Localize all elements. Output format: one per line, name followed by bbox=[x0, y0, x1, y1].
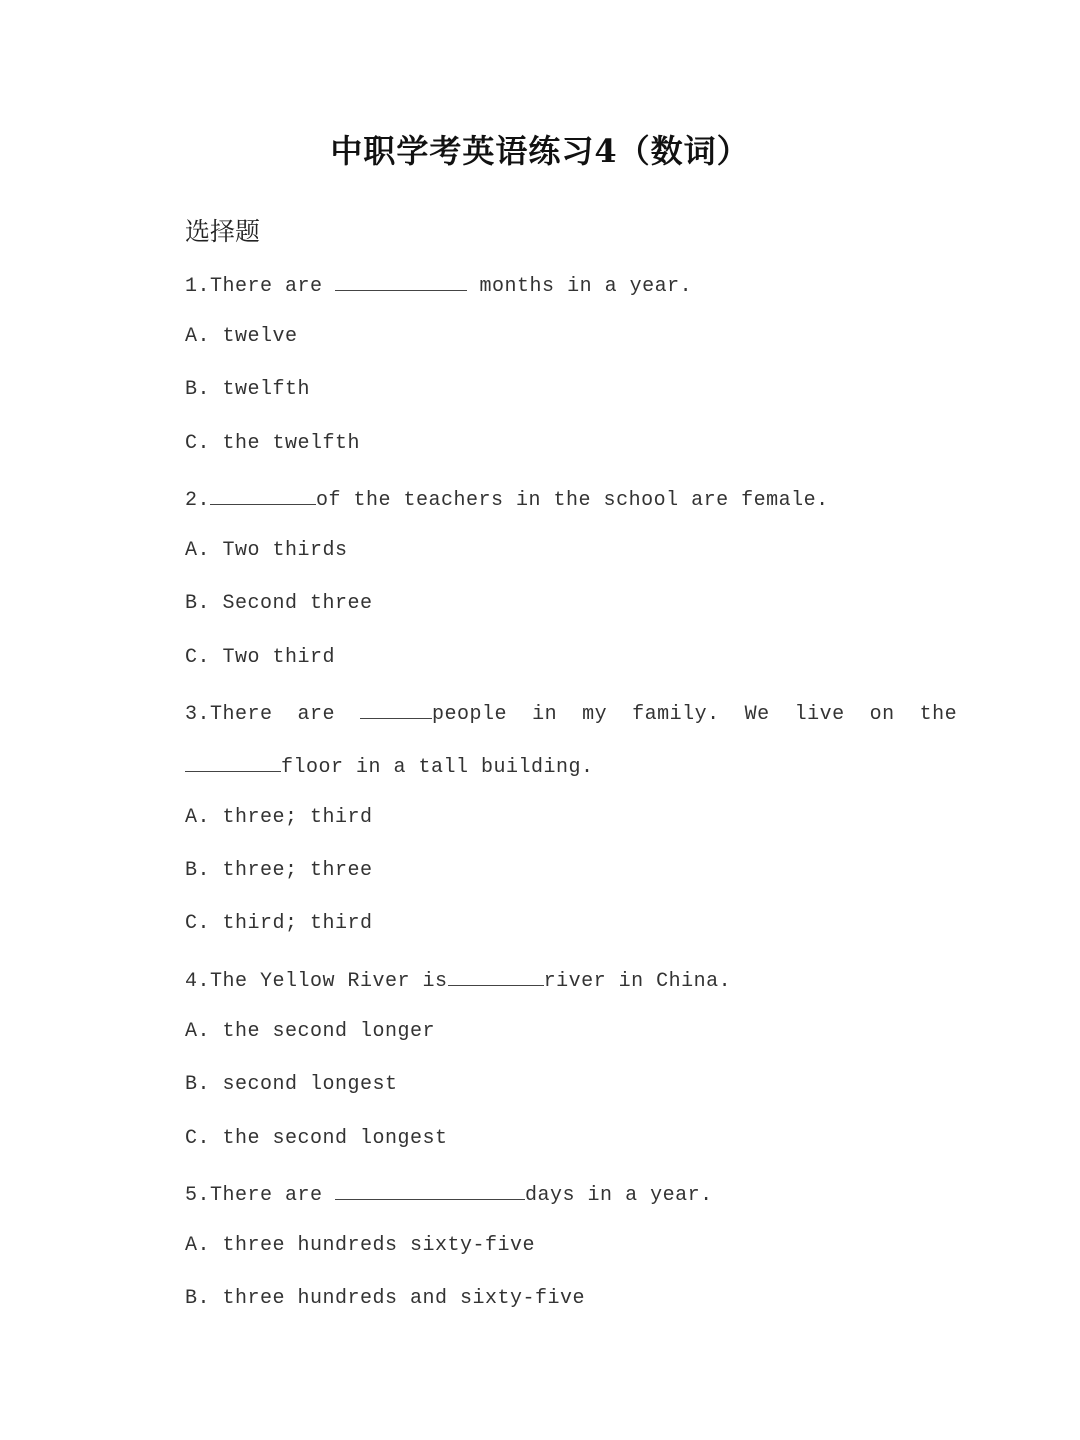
option-1c: C. the twelfth bbox=[185, 432, 361, 455]
option-5a: A. three hundreds sixty-five bbox=[185, 1234, 536, 1257]
question-number: 3. bbox=[185, 703, 211, 726]
question-text: There are bbox=[210, 1184, 336, 1207]
question-2 bbox=[185, 486, 829, 512]
option-1b: B. twelfth bbox=[185, 378, 311, 401]
question-text: river in China. bbox=[543, 970, 732, 993]
answer-blank bbox=[360, 700, 432, 719]
option-2a: A. Two thirds bbox=[185, 539, 348, 562]
question-text: days in a year. bbox=[525, 1184, 713, 1207]
question-text: The Yellow River is bbox=[210, 970, 448, 993]
option-3b: B. three; three bbox=[185, 859, 373, 882]
question-3 bbox=[185, 700, 957, 726]
option-4a: A. the second longer bbox=[185, 1020, 436, 1043]
question-5 bbox=[185, 1181, 713, 1207]
question-text: There are bbox=[210, 275, 336, 298]
question-number: 2. bbox=[185, 489, 211, 512]
question-text: of the teachers in the school are female. bbox=[316, 489, 829, 512]
question-number: 1. bbox=[185, 275, 211, 298]
question-number: 5. bbox=[185, 1184, 211, 1207]
question-3-line2 bbox=[185, 753, 594, 779]
option-3a: A. three; third bbox=[185, 806, 373, 829]
answer-blank bbox=[335, 1181, 525, 1200]
option-3c: C. third; third bbox=[185, 912, 373, 935]
answer-blank bbox=[335, 272, 467, 291]
question-1 bbox=[185, 272, 692, 298]
option-2c: C. Two third bbox=[185, 646, 336, 669]
question-text: months in a year. bbox=[467, 275, 693, 298]
option-5b: B. three hundreds and sixty-five bbox=[185, 1287, 586, 1310]
option-2b: B. Second three bbox=[185, 592, 373, 615]
option-1a: A. twelve bbox=[185, 325, 298, 348]
question-number: 4. bbox=[185, 970, 211, 993]
section-heading: 选择题 bbox=[185, 217, 261, 246]
answer-blank bbox=[210, 486, 316, 505]
answer-blank bbox=[185, 753, 281, 772]
question-text: There are bbox=[210, 703, 361, 726]
question-text: floor in a tall building. bbox=[281, 756, 594, 779]
answer-blank bbox=[448, 967, 544, 986]
question-4 bbox=[185, 967, 731, 993]
option-4b: B. second longest bbox=[185, 1073, 398, 1096]
option-4c: C. the second longest bbox=[185, 1127, 448, 1150]
page-title: 中职学考英语练习4（数词） bbox=[330, 132, 750, 170]
question-text: people in my family. We live on the bbox=[432, 703, 958, 726]
